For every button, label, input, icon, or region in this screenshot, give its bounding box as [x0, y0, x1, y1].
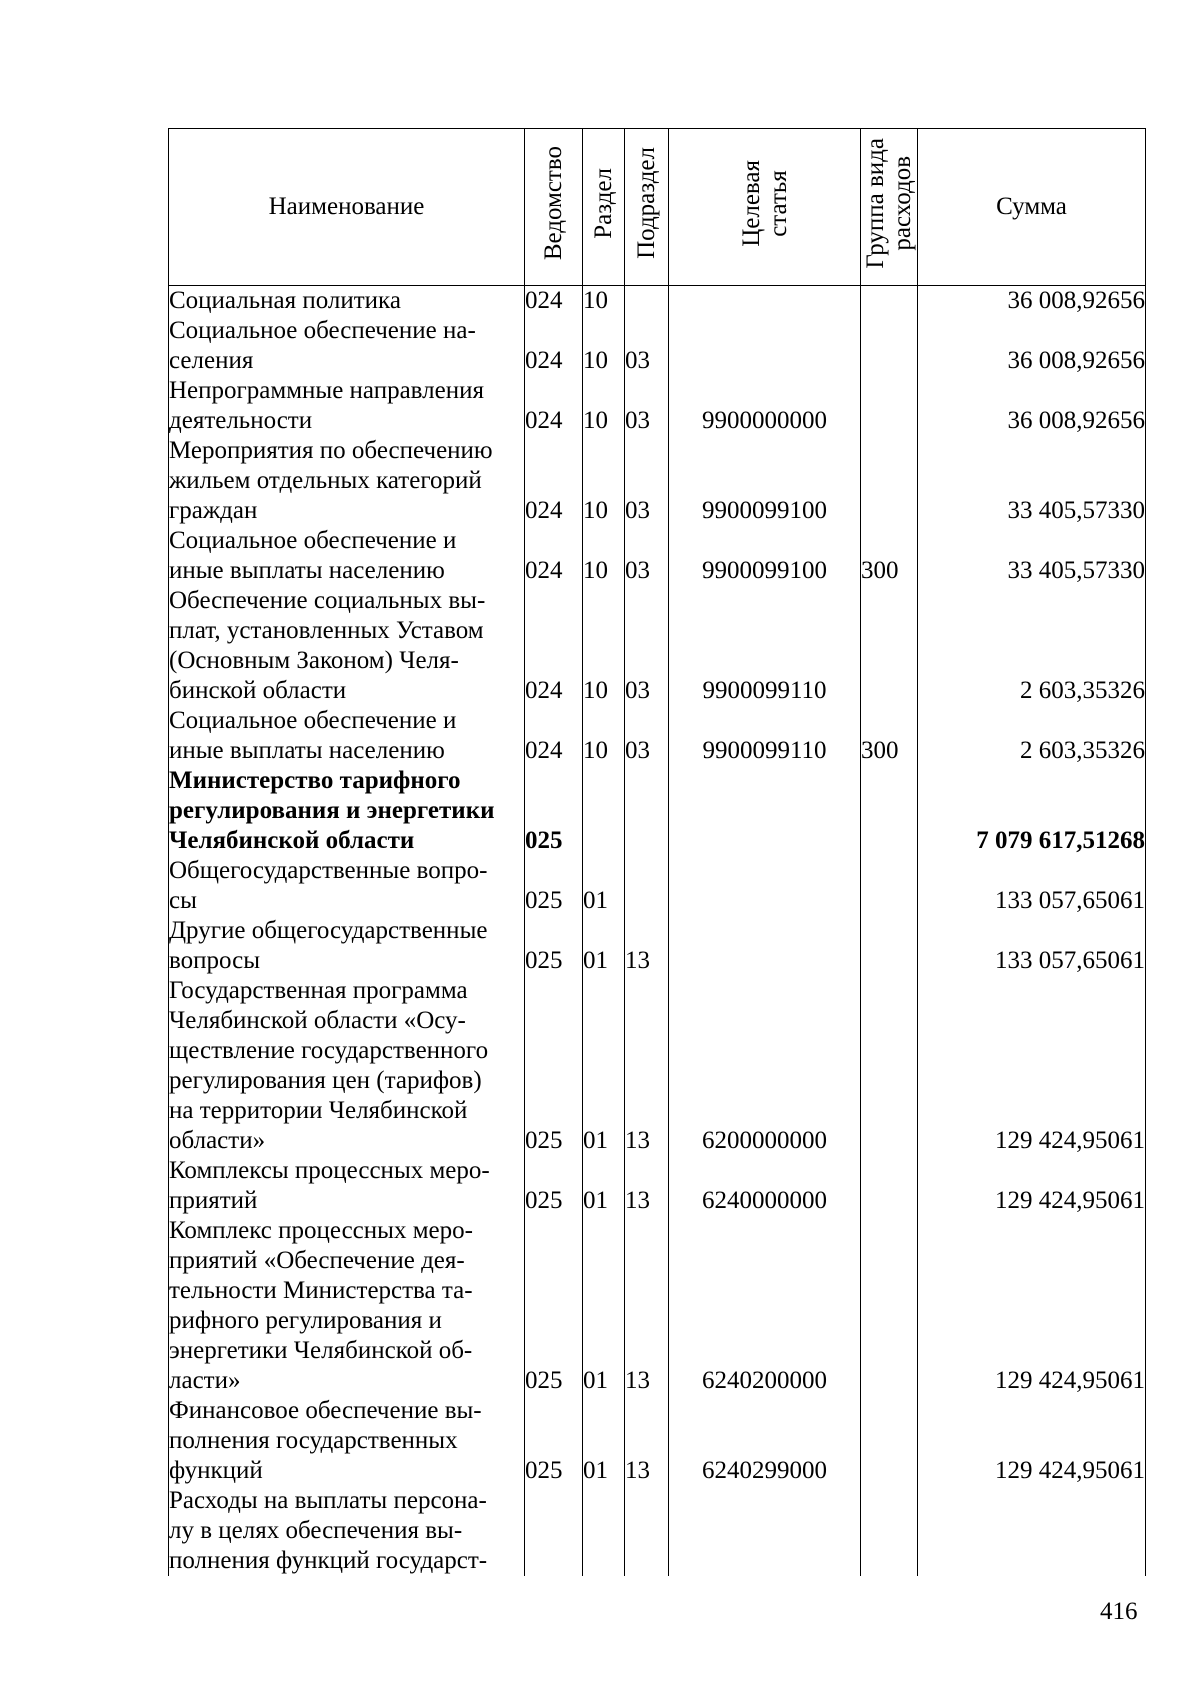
table-row	[169, 376, 1146, 436]
row-name-line: полнения функций государст-	[169, 1547, 488, 1574]
row-name	[169, 1216, 525, 1396]
row-name-line: регулирования цен (тарифов)	[169, 1067, 482, 1094]
row-razdel: 10	[583, 436, 625, 526]
row-podrazdel	[625, 1486, 669, 1576]
page-number: 416	[1100, 1598, 1138, 1625]
row-gruppa	[861, 376, 918, 436]
row-summa: 2 603,35326	[918, 586, 1146, 706]
row-name-line: Социальное обеспечение и	[169, 707, 457, 734]
header-gruppa-line1: Группа вида	[862, 137, 889, 269]
row-razdel: 10	[583, 286, 625, 317]
header-podrazdel-label: Подраздел	[632, 147, 660, 259]
row-celevaya: 6240000000	[669, 1156, 861, 1216]
row-name-line: иные выплаты населению	[169, 557, 445, 584]
row-name-line: (Основным Законом) Челя-	[169, 647, 459, 674]
table-row	[169, 1216, 1146, 1396]
budget-table	[168, 128, 1146, 1576]
row-name-line: ласти»	[169, 1367, 241, 1394]
row-razdel: 01	[583, 976, 625, 1156]
row-name	[169, 286, 525, 317]
row-razdel	[583, 766, 625, 856]
row-name-line: энергетики Челябинской об-	[169, 1337, 473, 1364]
row-razdel: 01	[583, 1156, 625, 1216]
row-name-line: приятий «Обеспечение дея-	[169, 1247, 465, 1274]
row-gruppa	[861, 1156, 918, 1216]
row-razdel: 10	[583, 316, 625, 376]
row-vedomstvo: 025	[525, 856, 583, 916]
row-summa: 33 405,57330	[918, 436, 1146, 526]
header-celevaya-line2: статья	[764, 169, 792, 237]
row-name-line: рифного регулирования и	[169, 1307, 442, 1334]
header-razdel-label: Раздел	[589, 167, 617, 239]
row-vedomstvo: 025	[525, 976, 583, 1156]
row-name	[169, 1486, 525, 1576]
row-vedomstvo: 025	[525, 766, 583, 856]
row-gruppa	[861, 1216, 918, 1396]
table-row	[169, 1486, 1146, 1576]
row-celevaya: 6240299000	[669, 1396, 861, 1486]
row-name-line: плат, установленных Уставом	[169, 617, 484, 644]
row-gruppa	[861, 586, 918, 706]
row-vedomstvo: 025	[525, 1216, 583, 1396]
row-name-line: Мероприятия по обеспечению	[169, 437, 493, 464]
row-celevaya: 9900099110	[669, 586, 861, 706]
row-summa: 129 424,95061	[918, 1156, 1146, 1216]
table-row	[169, 286, 1146, 317]
row-name-line: Челябинской области	[169, 827, 415, 854]
row-name-line: Комплексы процессных меро-	[169, 1157, 490, 1184]
header-podrazdel	[625, 129, 669, 286]
row-celevaya: 9900000000	[669, 376, 861, 436]
row-name-line: Социальное обеспечение на-	[169, 317, 476, 344]
table-row	[169, 586, 1146, 706]
row-summa: 133 057,65061	[918, 916, 1146, 976]
row-name-line: Другие общегосударственные	[169, 917, 488, 944]
header-gruppa	[861, 129, 918, 286]
row-gruppa	[861, 316, 918, 376]
row-celevaya: 6240200000	[669, 1216, 861, 1396]
row-name-line: Социальное обеспечение и	[169, 527, 457, 554]
row-celevaya: 9900099110	[669, 706, 861, 766]
row-vedomstvo: 024	[525, 376, 583, 436]
row-celevaya: 9900099100	[669, 436, 861, 526]
row-celevaya	[669, 316, 861, 376]
row-vedomstvo: 024	[525, 286, 583, 317]
row-vedomstvo: 025	[525, 1156, 583, 1216]
row-name-line: Комплекс процессных меро-	[169, 1217, 473, 1244]
row-summa: 129 424,95061	[918, 1396, 1146, 1486]
row-name	[169, 376, 525, 436]
row-celevaya	[669, 766, 861, 856]
row-celevaya	[669, 286, 861, 317]
row-podrazdel: 13	[625, 976, 669, 1156]
row-name	[169, 766, 525, 856]
row-vedomstvo: 025	[525, 1396, 583, 1486]
table-row	[169, 916, 1146, 976]
row-summa: 36 008,92656	[918, 316, 1146, 376]
row-name-line: Расходы на выплаты персона-	[169, 1487, 487, 1514]
row-name-line: сы	[169, 887, 197, 914]
table-body	[169, 286, 1146, 1577]
row-gruppa	[861, 1396, 918, 1486]
row-razdel: 10	[583, 526, 625, 586]
row-podrazdel: 13	[625, 1156, 669, 1216]
row-summa: 36 008,92656	[918, 376, 1146, 436]
row-name	[169, 1156, 525, 1216]
row-gruppa: 300	[861, 706, 918, 766]
row-name-line: Социальная политика	[169, 287, 401, 314]
row-name-line: селения	[169, 347, 254, 374]
header-celevaya-line1: Целевая	[737, 159, 765, 247]
row-podrazdel: 03	[625, 526, 669, 586]
header-gruppa-label	[862, 138, 916, 269]
row-podrazdel: 03	[625, 436, 669, 526]
header-name-label: Наименование	[268, 193, 425, 220]
row-gruppa	[861, 856, 918, 916]
row-name	[169, 856, 525, 916]
row-name-line: Министерство тарифного	[169, 767, 461, 794]
header-vedomstvo-label: Ведомство	[539, 145, 567, 261]
row-podrazdel: 13	[625, 1216, 669, 1396]
row-podrazdel: 03	[625, 586, 669, 706]
row-name-line: вопросы	[169, 947, 261, 974]
row-summa: 133 057,65061	[918, 856, 1146, 916]
header-vedomstvo	[525, 129, 583, 286]
row-vedomstvo: 024	[525, 586, 583, 706]
row-name-line: Общегосударственные вопро-	[169, 857, 488, 884]
row-name-line: деятельности	[169, 407, 313, 434]
row-name	[169, 706, 525, 766]
row-name-line: Непрограммные направления	[169, 377, 484, 404]
row-gruppa	[861, 1486, 918, 1576]
row-celevaya	[669, 1486, 861, 1576]
row-summa: 129 424,95061	[918, 1216, 1146, 1396]
row-gruppa	[861, 916, 918, 976]
row-podrazdel	[625, 766, 669, 856]
row-gruppa	[861, 436, 918, 526]
row-name	[169, 916, 525, 976]
header-razdel	[583, 129, 625, 286]
row-gruppa	[861, 286, 918, 317]
row-name	[169, 316, 525, 376]
row-summa	[918, 1486, 1146, 1576]
row-celevaya: 9900099100	[669, 526, 861, 586]
row-name	[169, 436, 525, 526]
row-podrazdel: 03	[625, 316, 669, 376]
row-name-line: бинской области	[169, 677, 347, 704]
row-podrazdel: 03	[625, 376, 669, 436]
row-name-line: области»	[169, 1127, 266, 1154]
row-razdel: 01	[583, 856, 625, 916]
header-summa-label: Сумма	[996, 193, 1067, 220]
row-name-line: граждан	[169, 497, 258, 524]
row-razdel: 01	[583, 916, 625, 976]
table-row	[169, 1396, 1146, 1486]
row-name	[169, 586, 525, 706]
table-header-row	[169, 129, 1146, 286]
table-row	[169, 856, 1146, 916]
row-summa: 36 008,92656	[918, 286, 1146, 317]
header-gruppa-line2: расходов	[889, 155, 916, 251]
row-gruppa	[861, 976, 918, 1156]
row-name-line: регулирования и энергетики	[169, 797, 495, 824]
row-podrazdel: 13	[625, 1396, 669, 1486]
row-name-line: жильем отдельных категорий	[169, 467, 482, 494]
row-vedomstvo: 025	[525, 916, 583, 976]
row-celevaya: 6200000000	[669, 976, 861, 1156]
row-name	[169, 1396, 525, 1486]
row-celevaya	[669, 856, 861, 916]
row-name	[169, 526, 525, 586]
row-name-line: лу в целях обеспечения вы-	[169, 1517, 463, 1544]
row-name-line: Государственная программа	[169, 977, 468, 1004]
row-name-line: иные выплаты населению	[169, 737, 445, 764]
row-name	[169, 976, 525, 1156]
row-gruppa: 300	[861, 526, 918, 586]
row-name-line: Челябинской области «Осу-	[169, 1007, 466, 1034]
row-razdel: 10	[583, 586, 625, 706]
table-row	[169, 706, 1146, 766]
row-summa: 7 079 617,51268	[918, 766, 1146, 856]
row-vedomstvo: 024	[525, 526, 583, 586]
row-gruppa	[861, 766, 918, 856]
table-row	[169, 526, 1146, 586]
row-podrazdel: 13	[625, 916, 669, 976]
row-razdel: 01	[583, 1396, 625, 1486]
row-razdel	[583, 1486, 625, 1576]
row-name-line: функций	[169, 1457, 263, 1484]
row-razdel: 10	[583, 376, 625, 436]
row-vedomstvo: 024	[525, 316, 583, 376]
header-celevaya	[669, 129, 861, 286]
row-name-line: на территории Челябинской	[169, 1097, 468, 1124]
row-name-line: ществление государственного	[169, 1037, 489, 1064]
row-celevaya	[669, 916, 861, 976]
row-summa: 129 424,95061	[918, 976, 1146, 1156]
row-summa: 2 603,35326	[918, 706, 1146, 766]
table-row	[169, 766, 1146, 856]
row-name-line: приятий	[169, 1187, 258, 1214]
row-razdel: 10	[583, 706, 625, 766]
row-vedomstvo	[525, 1486, 583, 1576]
table-row	[169, 436, 1146, 526]
table-row	[169, 316, 1146, 376]
row-razdel: 01	[583, 1216, 625, 1396]
row-vedomstvo: 024	[525, 436, 583, 526]
row-podrazdel	[625, 856, 669, 916]
header-name	[169, 129, 525, 286]
row-vedomstvo: 024	[525, 706, 583, 766]
row-podrazdel: 03	[625, 706, 669, 766]
row-podrazdel	[625, 286, 669, 317]
header-summa	[918, 129, 1146, 286]
table-row	[169, 1156, 1146, 1216]
row-name-line: Финансовое обеспечение вы-	[169, 1397, 482, 1424]
row-summa: 33 405,57330	[918, 526, 1146, 586]
row-name-line: полнения государственных	[169, 1427, 458, 1454]
row-name-line: тельности Министерства та-	[169, 1277, 473, 1304]
table-row	[169, 976, 1146, 1156]
header-celevaya-label	[738, 160, 792, 247]
row-name-line: Обеспечение социальных вы-	[169, 587, 486, 614]
